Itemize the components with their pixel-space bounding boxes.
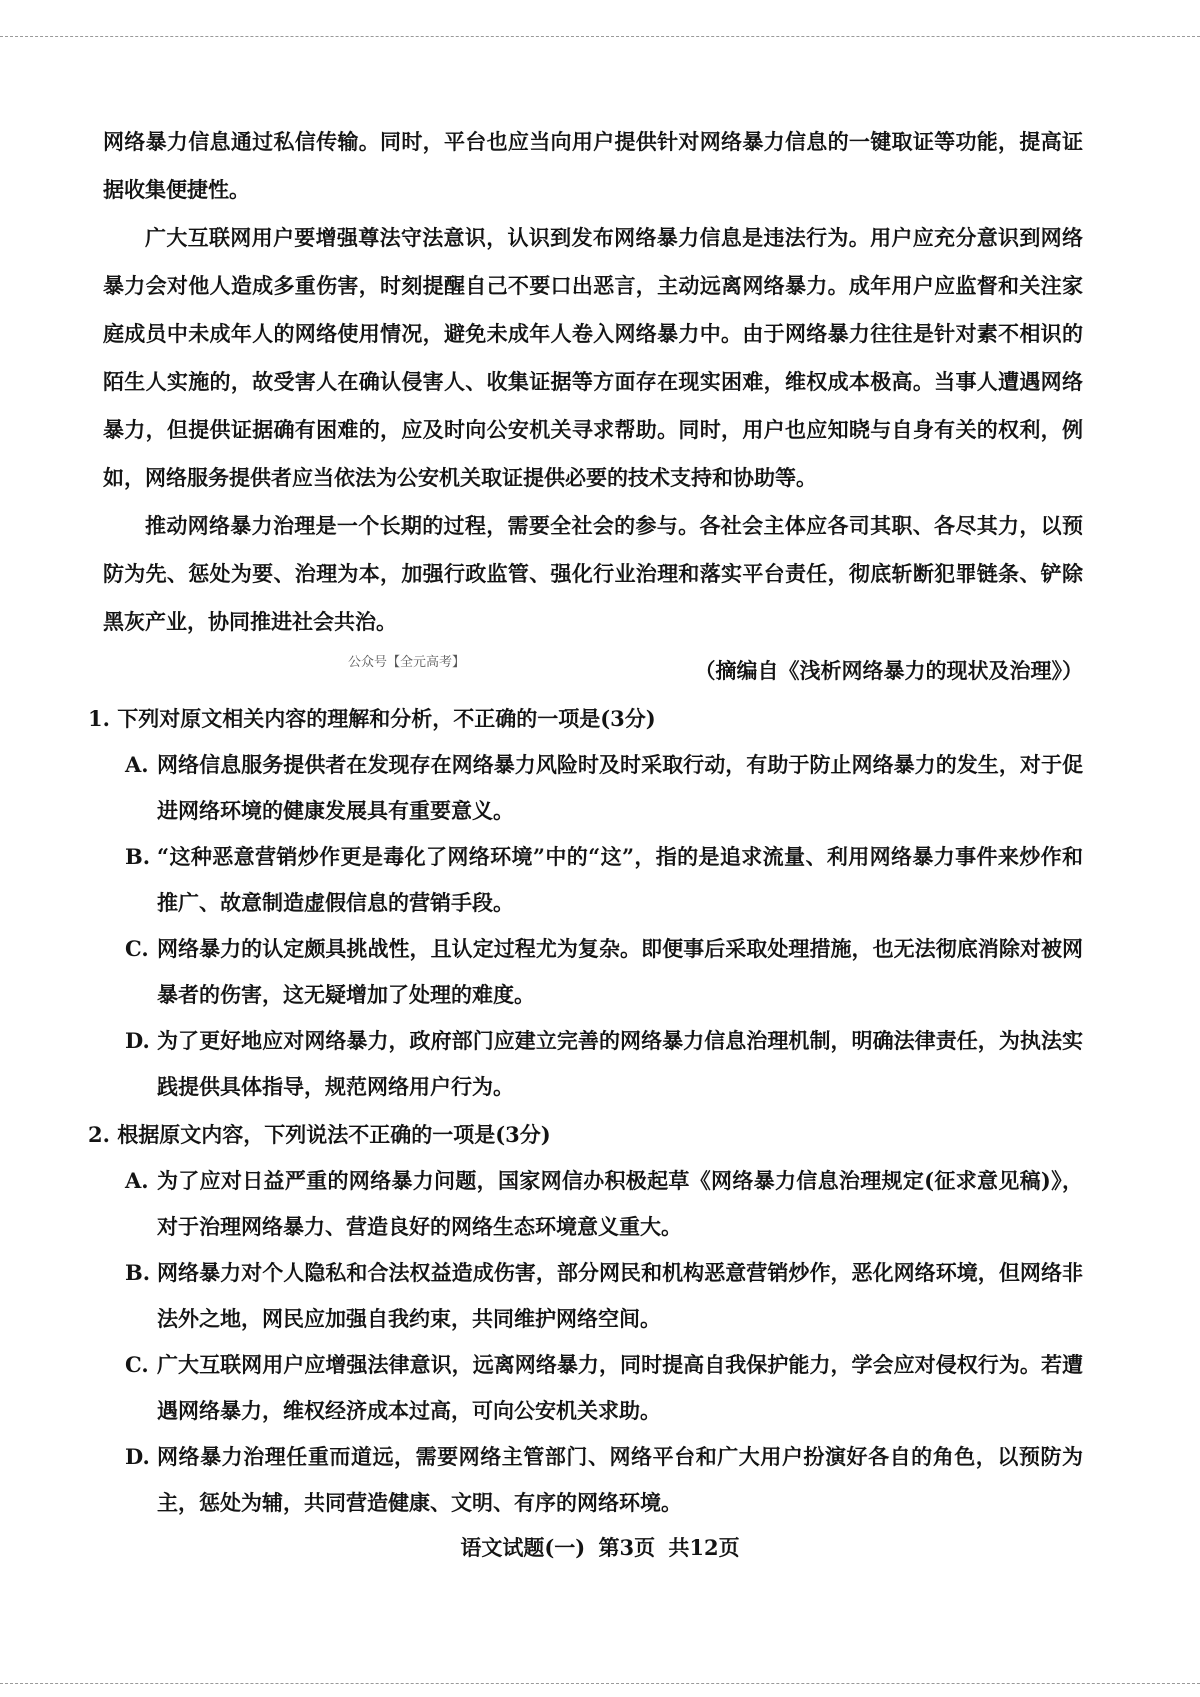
watermark-label: 公众号【全元高考】 — [345, 651, 468, 670]
option-letter: D. — [125, 1444, 150, 1469]
option-c — [125, 926, 1083, 1018]
question-1 — [88, 696, 1083, 1110]
option-text: 为了更好地应对网络暴力，政府部门应建立完善的网络暴力信息治理机制，明确法律责任，为执法实践提供具体指导，规范网络用户行为。 — [157, 1028, 1083, 1099]
page-bottom-edge — [0, 1683, 1200, 1684]
option-b — [125, 834, 1083, 926]
option-text: 网络信息服务提供者在发现存在网络暴力风险时及时采取行动，有助于防止网络暴力的发生，对于促进网络环境的健康发展具有重要意义。 — [157, 752, 1083, 823]
passage-paragraph-3: 推动网络暴力治理是一个长期的过程，需要全社会的参与。各社会主体应各司其职、各尽其力，以预防为先、惩处为要、治理为本，加强行政监管、强化行业治理和落实平台责任，彻底斩断犯罪链条、铲除黑灰产业，协同推进社会共治。 — [103, 513, 1083, 634]
passage-paragraph-2: 广大互联网用户要增强尊法守法意识，认识到发布网络暴力信息是违法行为。用户应充分意识到网络暴力会对他人造成多重伤害，时刻提醒自己不要口出恶言，主动远离网络暴力。成年用户应监督和关注家庭成员中未成年人的网络使用情况，避免未成年人卷入网络暴力中。由于网络暴力往往是针对素不相识的陌生人实施的，故受害人在确认侵害人、收集证据等方面存在现实困难，维权成本极高。当事人遭遇网络暴力，但提供证据确有困难的，应及时向公安机关寻求帮助。同时，用户也应知晓与自身有关的权利，例如，网络服务提供者应当依法为公安机关取证提供必要的技术支持和协助等。 — [103, 225, 1083, 490]
option-text: “这种恶意营销炒作更是毒化了网络环境”中的“这”，指的是追求流量、利用网络暴力事件来炒作和推广、故意制造虚假信息的营销手段。 — [157, 844, 1083, 915]
option-text: 为了应对日益严重的网络暴力问题，国家网信办积极起草《网络暴力信息治理规定(征求意见稿)》，对于治理网络暴力、营造良好的网络生态环境意义重大。 — [157, 1168, 1083, 1239]
option-d — [125, 1018, 1083, 1110]
option-text: 网络暴力的认定颇具挑战性，且认定过程尤为复杂。即便事后采取处理措施，也无法彻底消除对被网暴者的伤害，这无疑增加了处理的难度。 — [157, 936, 1083, 1007]
option-d — [125, 1434, 1083, 1526]
option-text: 网络暴力对个人隐私和合法权益造成伤害，部分网民和机构恶意营销炒作，恶化网络环境，但网络非法外之地，网民应加强自我约束，共同维护网络空间。 — [157, 1260, 1083, 1331]
option-c — [125, 1342, 1083, 1434]
option-letter: B. — [125, 1260, 151, 1285]
question-stem: 2. 根据原文内容，下列说法不正确的一项是(3分) — [88, 1122, 551, 1147]
option-letter: A. — [125, 752, 149, 777]
option-letter: B. — [125, 844, 151, 869]
option-a — [125, 1158, 1083, 1250]
option-letter: C. — [125, 1352, 149, 1377]
option-letter: C. — [125, 936, 149, 961]
option-text: 网络暴力治理任重而道远，需要网络主管部门、网络平台和广大用户扮演好各自的角色，以预防为主，惩处为辅，共同营造健康、文明、有序的网络环境。 — [157, 1444, 1083, 1515]
option-b — [125, 1250, 1083, 1342]
option-text: 广大互联网用户应增强法律意识，远离网络暴力，同时提高自我保护能力，学会应对侵权行为。若遭遇网络暴力，维权经济成本过高，可向公安机关求助。 — [157, 1352, 1083, 1423]
passage-source: （摘编自《浅析网络暴力的现状及治理》） — [694, 658, 1083, 683]
passage-paragraph-1: 网络暴力信息通过私信传输。同时，平台也应当向用户提供针对网络暴力信息的一键取证等功能，提高证据收集便捷性。 — [103, 129, 1083, 202]
page-top-edge — [0, 36, 1200, 37]
exam-page — [88, 118, 1083, 1526]
question-2 — [88, 1112, 1083, 1526]
question-stem: 1. 下列对原文相关内容的理解和分析，不正确的一项是(3分) — [88, 706, 656, 731]
option-a — [125, 742, 1083, 834]
option-letter: D. — [125, 1028, 150, 1053]
option-letter: A. — [125, 1168, 149, 1193]
page-footer: 语文试题(一) 第3页 共12页 — [460, 1535, 740, 1560]
